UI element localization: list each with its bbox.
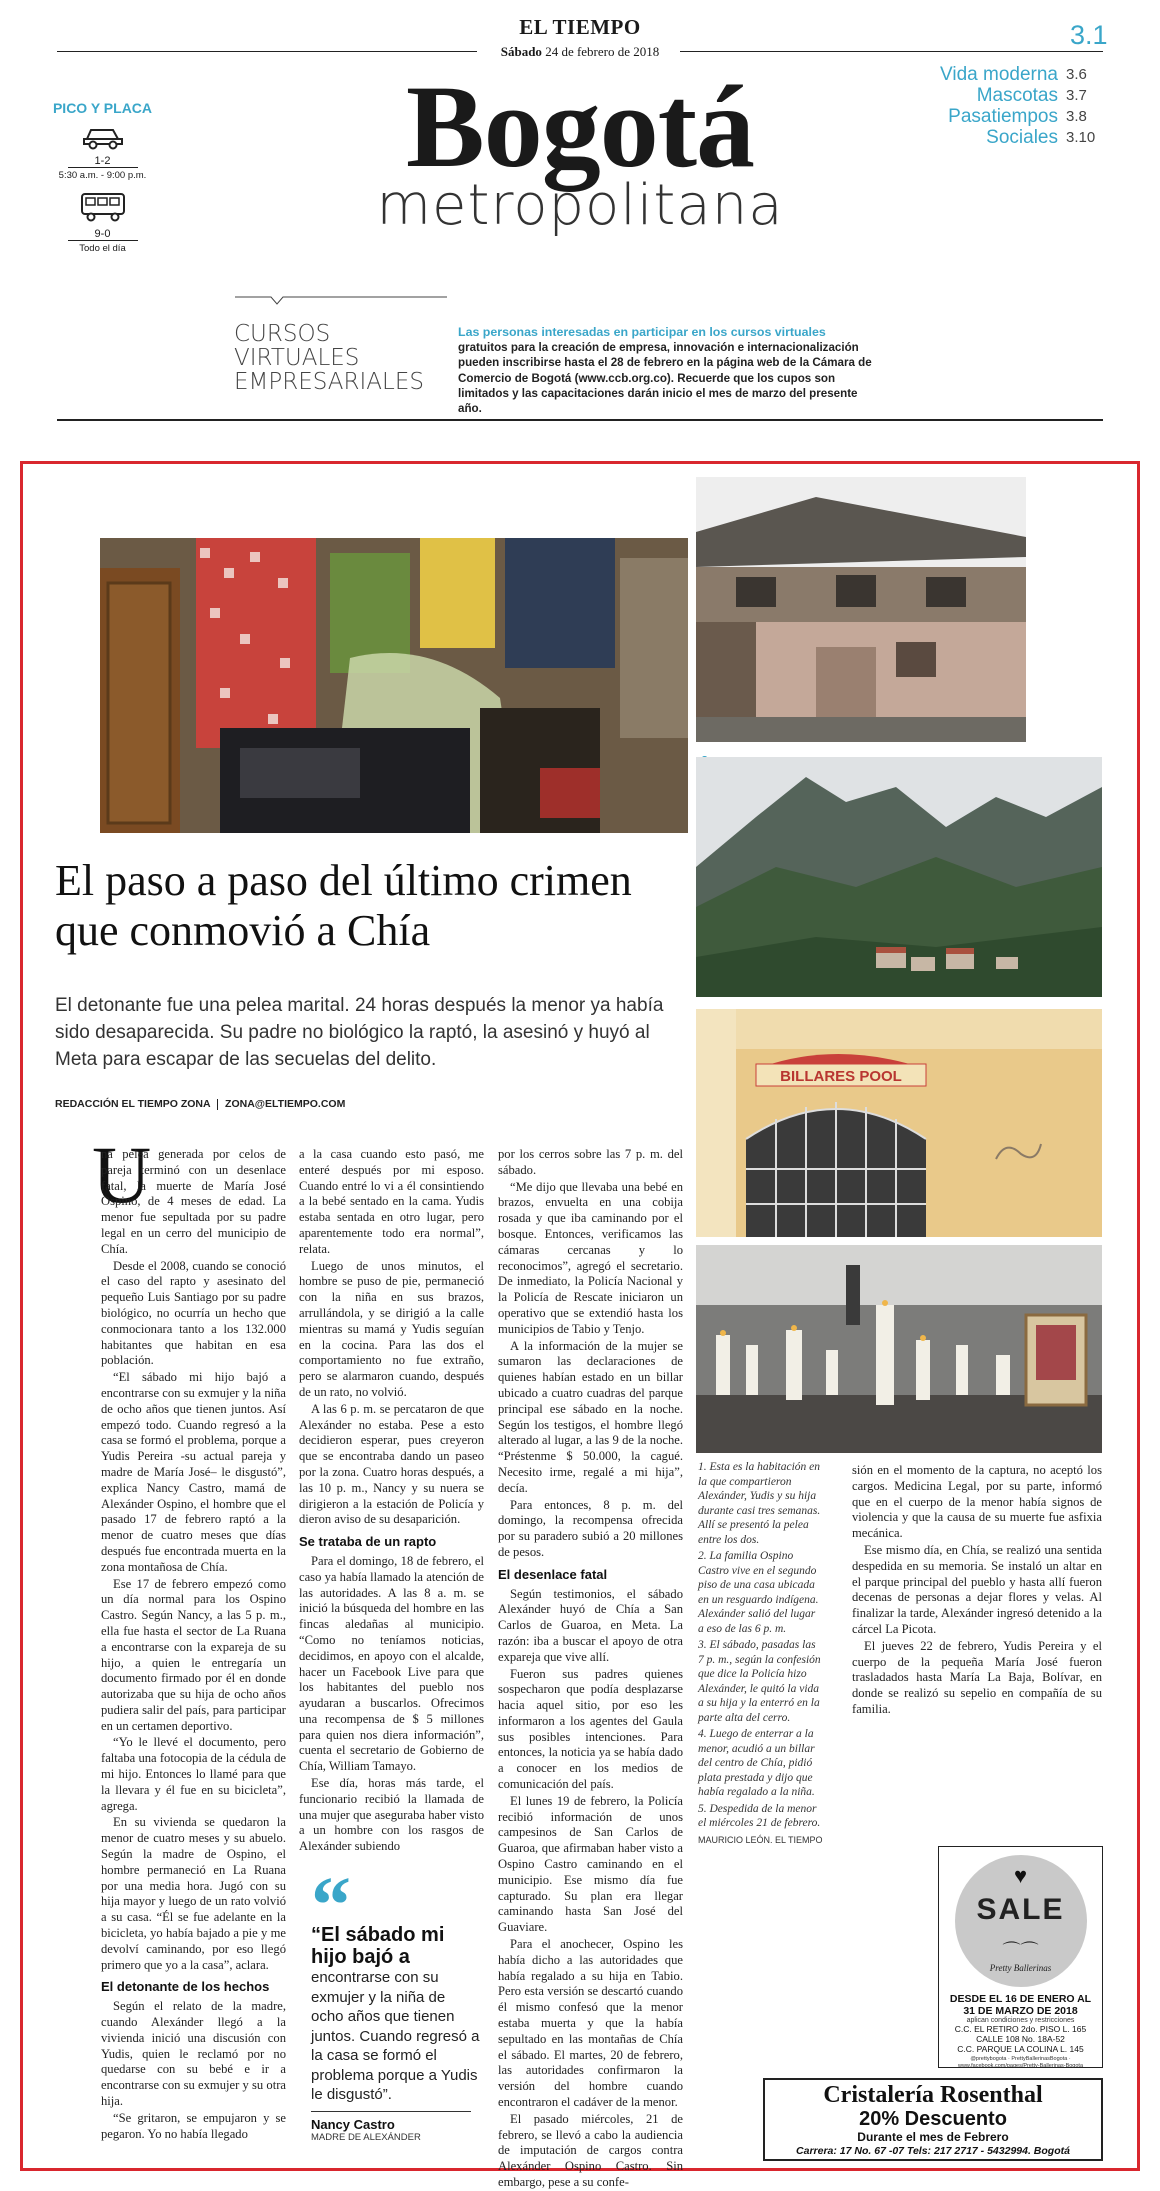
promo-title: CURSOS VIRTUALES EMPRESARIALES bbox=[234, 321, 424, 395]
cristaleria-discount: 20% Descuento bbox=[859, 2108, 1007, 2130]
paragraph: na pelea generada por celos de pareja terminó con un desenlace fatal, la muerte de María José Ospino, de 4 meses de edad. La menor fue sepultada por su padre legal en un cerro del municipio de Chía. bbox=[101, 1147, 286, 1256]
issue-date-rest: 24 de febrero de 2018 bbox=[541, 44, 660, 59]
subheading: El detonante de los hechos bbox=[101, 1979, 270, 1995]
quote-lead: “El sábado mi hijo bajó a bbox=[311, 1924, 445, 1968]
taxi-hours: Todo el día bbox=[79, 243, 126, 254]
paragraph: Según testimonios, el sábado Alexánder huyó de Chía a San Carlos de Guaroa, en Meta. La razón: iba a buscar el apoyo de otra expareja que vive allí. bbox=[498, 1586, 683, 1664]
section-subtitle: metropolitana bbox=[376, 173, 784, 238]
paragraph: A la información de la mujer se sumaron las declaraciones de quienes habían estado en un billar ubicado a cuatro cuadras del parque principal ese sábado en la noche. Según los testigos, el hombre llegó alterado al lugar, a las 9 de la noche. “Préstenme $ 50.000, la cagué. Necesito irme, regalé a mi hija”, decía. bbox=[498, 1338, 683, 1495]
caption: 5. Despedida de la menor el miércoles 21 de febrero. bbox=[698, 1802, 821, 1829]
sale-note: aplican condiciones y restricciones bbox=[966, 2017, 1075, 2024]
section-link[interactable]: Pasatiempos 3.8 bbox=[948, 106, 1087, 127]
paragraph: Ese 17 de febrero empezó como un día normal para los Ospino Castro. Según Nancy, a las 5 p. m., ella fue hasta el sector de La Ruana a encontrarse con la expareja de su hijo, a quien le entregaría un documento firmado por él en donde autorizaba que su hija de ocho años pudiera salir del país, para participar en un certamen deportivo. bbox=[101, 1576, 286, 1733]
byline-separator bbox=[217, 1099, 218, 1110]
paragraph: “Yo le llevé el documento, pero faltaba una fotocopia de la cédula de mi hijo. Entonces lo llamé para que la llevara y él fue en su bicicleta”, agrega. bbox=[101, 1735, 286, 1813]
car-digits: 1-2 bbox=[68, 155, 138, 168]
taxi-digits: 9-0 bbox=[68, 228, 138, 241]
sale-store: C.C. PARQUE LA COLINA L. 145 bbox=[957, 2044, 1084, 2054]
byline-author: REDACCIÓN EL TIEMPO ZONA bbox=[55, 1098, 211, 1110]
paragraph: Para el anochecer, Ospino les había dicho a las autoridades que había regalado a su hija en Tabio. Pero esta versión se descartó cuando él mismo confesó que la menor estaba muerta y que la había sepultado en las montañas de Chía el sábado. El martes, 20 de febrero, las autoridades confirmaron la versión del hombre cuando encontraron el cadáver de la menor. bbox=[498, 1937, 683, 2110]
newspaper-name: EL TIEMPO bbox=[519, 15, 641, 39]
heart-icon: ♥ bbox=[1013, 1863, 1028, 1888]
paragraph: Fueron sus padres quienes sospecharon que podía desplazarse hacia aquel sitio, por eso les informaron a los agentes del Gaula sus posibles intenciones. Para entonces, la noticia ya se había dado a conocer en los medios de comunicación del país. bbox=[498, 1666, 683, 1792]
paragraph: El jueves 22 de febrero, Yudis Pereira y el cuerpo de la pequeña María José fueron trasladados hasta María La Baja, Bolívar, en donde se realizó su sepelio en compañía de su familia. bbox=[852, 1638, 1102, 1716]
photo-mountains bbox=[696, 757, 1102, 997]
paragraph: Luego de unos minutos, el hombre se puso de pie, permaneció con la niña en sus brazos, arrullándola, y se dirigió a la calle mientras su mamá y Yudis seguían en la cocina. Para las dos el comportamiento no fue extraño, pero se alarmaron cuando, después de un rato, no volvió. bbox=[299, 1258, 484, 1399]
quote-author: Nancy Castro bbox=[311, 2116, 395, 2132]
photo-room bbox=[100, 538, 688, 833]
photo-captions bbox=[698, 1460, 823, 1849]
article-column-2 bbox=[299, 1147, 484, 1854]
byline-email[interactable]: ZONA@ELTIEMPO.COM bbox=[225, 1098, 346, 1110]
section-link[interactable]: Sociales 3.10 bbox=[986, 127, 1096, 148]
cristaleria-name: Cristalería Rosenthal bbox=[823, 2082, 1043, 2108]
caption: 3. El sábado, pasadas las 7 p. m., según la confesión que dice la Policía hizo Alexánder, le quitó la vida a su hija y la enterró en la parte alta del cerro. bbox=[698, 1639, 821, 1724]
billiards-sign-text: BILLARES POOL bbox=[780, 1068, 902, 1085]
article-headline: El paso a paso del último crimen que conmovió a Chía bbox=[55, 856, 632, 955]
section-link[interactable]: Mascotas 3.7 bbox=[976, 85, 1087, 106]
ad-sale[interactable] bbox=[938, 1846, 1103, 2068]
sale-dates: DESDE EL 16 DE ENERO AL 31 DE MARZO DE 2018 bbox=[949, 1993, 1092, 2017]
paragraph: Ese mismo día, en Chía, se realizó una sentida despedida en su memoria. Se instaló un altar en el parque principal del pueblo y hasta allí fueron decenas de personas a dejar flores y velas. Al finalizar la tarde, Alexánder ingresó detenido a la cárcel La Picota. bbox=[852, 1542, 1102, 1636]
paragraph: Según el relato de la madre, cuando Alexánder llegó a la vivienda inició una discusión con Yudis, quien le reclamó por no quedarse con su bebé e ir a encontrarse con su exmujer y su otra hija. bbox=[101, 1999, 286, 2109]
cristaleria-address: Carrera: 17 No. 67 -07 Tels: 217 2717 - 5432994. Bogotá bbox=[796, 2145, 1070, 2157]
sale-badge bbox=[955, 1855, 1087, 1987]
paragraph: “El sábado mi hijo bajó a encontrarse con su exmujer y la niña de ocho años que tienen juntos. Así empezó todo. Cuando regresó a la casa se formó el problema, porque a Yudis Pereira -su actual pareja y madre de María José– le disgustó”, explica Nancy Castro, mamá de Alexánder Ospino, el hombre que el pasado 17 de febrero raptó a la menor de cuatro meses que días después fue encontrada muerta en la zona montañosa de Chía. bbox=[101, 1370, 286, 1574]
dropcap: U bbox=[92, 1129, 152, 1220]
quote-text: encontrarse con su exmujer y la niña de ocho años que tienen juntos. Cuando regresó a la casa se formó el problema porque a Yudis le disgustó”. bbox=[311, 1969, 480, 2103]
paragraph: En su vivienda se quedaron la menor de cuatro meses y su abuelo. Según la madre de Ospino, el hombre permaneció en La Ruana por una media hora. Jugó con su hija mayor y luego de un rato volvió a su casa. “Él se fue adelante en la bicicleta, yo había bajado a pie y me devolví caminando, por eso llegó primero que yo a la casa”, aclara. bbox=[101, 1815, 286, 1972]
caption: 4. Luego de enterrar a la menor, acudió a un billar del centro de Chía, pidió plata prestada y dijo que había regalado a la niña. bbox=[698, 1728, 815, 1798]
photo-billiards bbox=[696, 1009, 1102, 1237]
ad-cristaleria[interactable] bbox=[763, 2078, 1103, 2161]
article-column-1 bbox=[101, 1147, 286, 2169]
paragraph: Para entonces, 8 p. m. del domingo, la recompensa ofrecida por su paradero subió a 20 millones de pesos. bbox=[498, 1497, 683, 1559]
photo-house bbox=[696, 477, 1026, 742]
subheading: El desenlace fatal bbox=[498, 1566, 608, 1582]
quote-mark-icon: “ bbox=[311, 1862, 351, 1950]
quote-role: MADRE DE ALEXÁNDER bbox=[311, 2131, 421, 2143]
article-deck: El detonante fue una pelea marital. 24 horas después la menor ya había sido desaparecida. Su padre no biológico la raptó, la asesinó y huyó al Meta para escapar de las secuelas del delito. bbox=[55, 995, 664, 1070]
article-column-4 bbox=[852, 1463, 1102, 1823]
promo-text bbox=[458, 325, 878, 416]
byline bbox=[55, 1098, 345, 1110]
paragraph: sión en el momento de la captura, no aceptó los cargos. Medicina Legal, por su parte, informó que en el cuerpo de la menor había signos de violencia y que la causa de su muerte fue asfixia mecánica. bbox=[852, 1463, 1102, 1541]
promo-lead: Las personas interesadas en participar en los cursos virtuales bbox=[458, 325, 826, 339]
paragraph: A las 6 p. m. se percataron de que Alexánder no estaba. Pese a esto decidieron esperar, pues creyeron que se encontraba dando un paseo por la zona. Cuatro horas después, a las 10 p. m., Nancy y su nuera se dirigieron a la estación de Policía y dieron aviso de su desaparición. bbox=[299, 1401, 484, 1527]
shoe-icon: ⌒⌒ bbox=[1002, 1941, 1039, 1961]
promo-body: gratuitos para la creación de empresa, innovación e internacionalización pueden inscribirse hasta el 28 de febrero en la página web de la Cámara de Comercio de Bogotá (www.ccb.org.co). Recuerde que los cupos son limitados y las capacitaciones darán inicio el mes de marzo del presente año. bbox=[458, 341, 872, 416]
sale-store: CALLE 108 No. 18A-52 bbox=[976, 2034, 1065, 2044]
article-column-3 bbox=[498, 1147, 683, 2189]
paragraph: Ese día, horas más tarde, el funcionario recibió la llamada de una mujer que aseguraba haber visto a un hombre con los rasgos de Alexánder subiendo bbox=[299, 1776, 484, 1854]
photo-memorial bbox=[696, 1245, 1102, 1453]
promo-divider bbox=[235, 296, 447, 308]
pull-quote bbox=[311, 1862, 481, 2143]
sale-store: C.C. EL RETIRO 2do. PISO L. 165 bbox=[954, 2024, 1087, 2034]
sale-brand: Pretty Ballerinas bbox=[989, 1963, 1052, 1973]
quote-rule bbox=[311, 2111, 471, 2112]
photo-credit: MAURICIO LEÓN. EL TIEMPO bbox=[698, 1834, 823, 1845]
issue-date bbox=[0, 44, 1160, 60]
paragraph: “Me dijo que llevaba una bebé en brazos, envuelta en una cobija rosada y que iba caminando por el bosque. Entonces, verificamos las cámaras cercanas y lo reconocimos”, agregó el secretario. De inmediato, la Policía Nacional y la Policía de Rescate iniciaron un operativo que se extendió hasta los municipios de Tabio y Tenjo. bbox=[498, 1179, 683, 1336]
header-bottom-rule bbox=[57, 419, 1103, 421]
sections-index bbox=[880, 64, 1100, 148]
paragraph: Desde el 2008, cuando se conoció el caso del rapto y asesinato del pequeño Luis Santiago por su padre biológico, no ocurría un hecho que conmocionara tanto a los 132.000 habitantes que habitan en esa población. bbox=[101, 1258, 286, 1368]
caption: 2. La familia Ospino Castro vive en el segundo piso de una casa ubicada en un resguardo indígena. Alexánder salió del lugar a eso de las 6 p. m. bbox=[698, 1550, 819, 1635]
section-link[interactable]: Vida moderna 3.6 bbox=[940, 64, 1087, 85]
sale-badge-text: SALE bbox=[976, 1893, 1065, 1926]
paragraph: El lunes 19 de febrero, la Policía recibió información de unos campesinos de San Carlos de Guaroa, que afirmaban haber visto a Ospino Castro caminando en el municipio. Ese mismo día fue capturado. Su plan era llegar caminando hasta San José del Guaviare. bbox=[498, 1793, 683, 1935]
section-title: Bogotá bbox=[406, 61, 754, 192]
pico-placa-title: PICO Y PLACA bbox=[52, 100, 153, 116]
paragraph: a la casa cuando esto pasó, me enteré después por mi esposo. Cuando entré lo vi a él consintiendo a la bebé sentado en la cama. Yudis estaba sentada en otro lugar, pero aparentemente todo era normal”, relata. bbox=[299, 1147, 484, 1256]
caption: 1. Esta es la habitación en la que compartieron Alexánder, Yudis y su hija durante casi tres semanas. Allí se presentó la pelea entre los dos. bbox=[698, 1461, 821, 1546]
masthead-rule-left bbox=[57, 51, 477, 52]
paragraph: “Se gritaron, se empujaron y se pegaron. Yo no había llegado bbox=[101, 2110, 286, 2141]
page-number: 3.1 bbox=[1070, 20, 1108, 50]
taxi-icon bbox=[78, 189, 128, 223]
paragraph: El pasado miércoles, 21 de febrero, se llevó a cabo la audiencia de imputación de cargos contra Alexánder Ospino Castro. Sin embargo, pese a su confe- bbox=[498, 2111, 683, 2189]
car-icon bbox=[81, 120, 125, 150]
paragraph: Para el domingo, 18 de febrero, el caso ya había llamado la atención de las autoridades. A las 8 a. m. se inició la búsqueda del hombre en las fincas aledañas al municipio. “Como no teníamos noticias, decidimos, en apoyo con el alcalde, hacer un Facebook Live para que los habitantes del pueblo nos ayudaran a buscarlos. Ofrecimos una recompensa de $ 5 millones para quien nos diera información”, cuenta el secretario de Gobierno de Chía, William Tamayo. bbox=[299, 1553, 484, 1774]
paragraph: por los cerros sobre las 7 p. m. del sábado. bbox=[498, 1147, 683, 1177]
issue-day: Sábado bbox=[500, 44, 542, 59]
cristaleria-period: Durante el mes de Febrero bbox=[857, 2130, 1009, 2144]
sale-social: @prettybogota · PrettyBallerinasBogota · www.facebook.com/pages/Pretty-Ballerinas-Bogota bbox=[957, 2056, 1084, 2069]
masthead-rule-right bbox=[680, 51, 1103, 52]
car-hours: 5:30 a.m. - 9:00 p.m. bbox=[58, 170, 147, 181]
pico-placa bbox=[45, 100, 160, 254]
subheading: Se trataba de un rapto bbox=[299, 1534, 437, 1550]
